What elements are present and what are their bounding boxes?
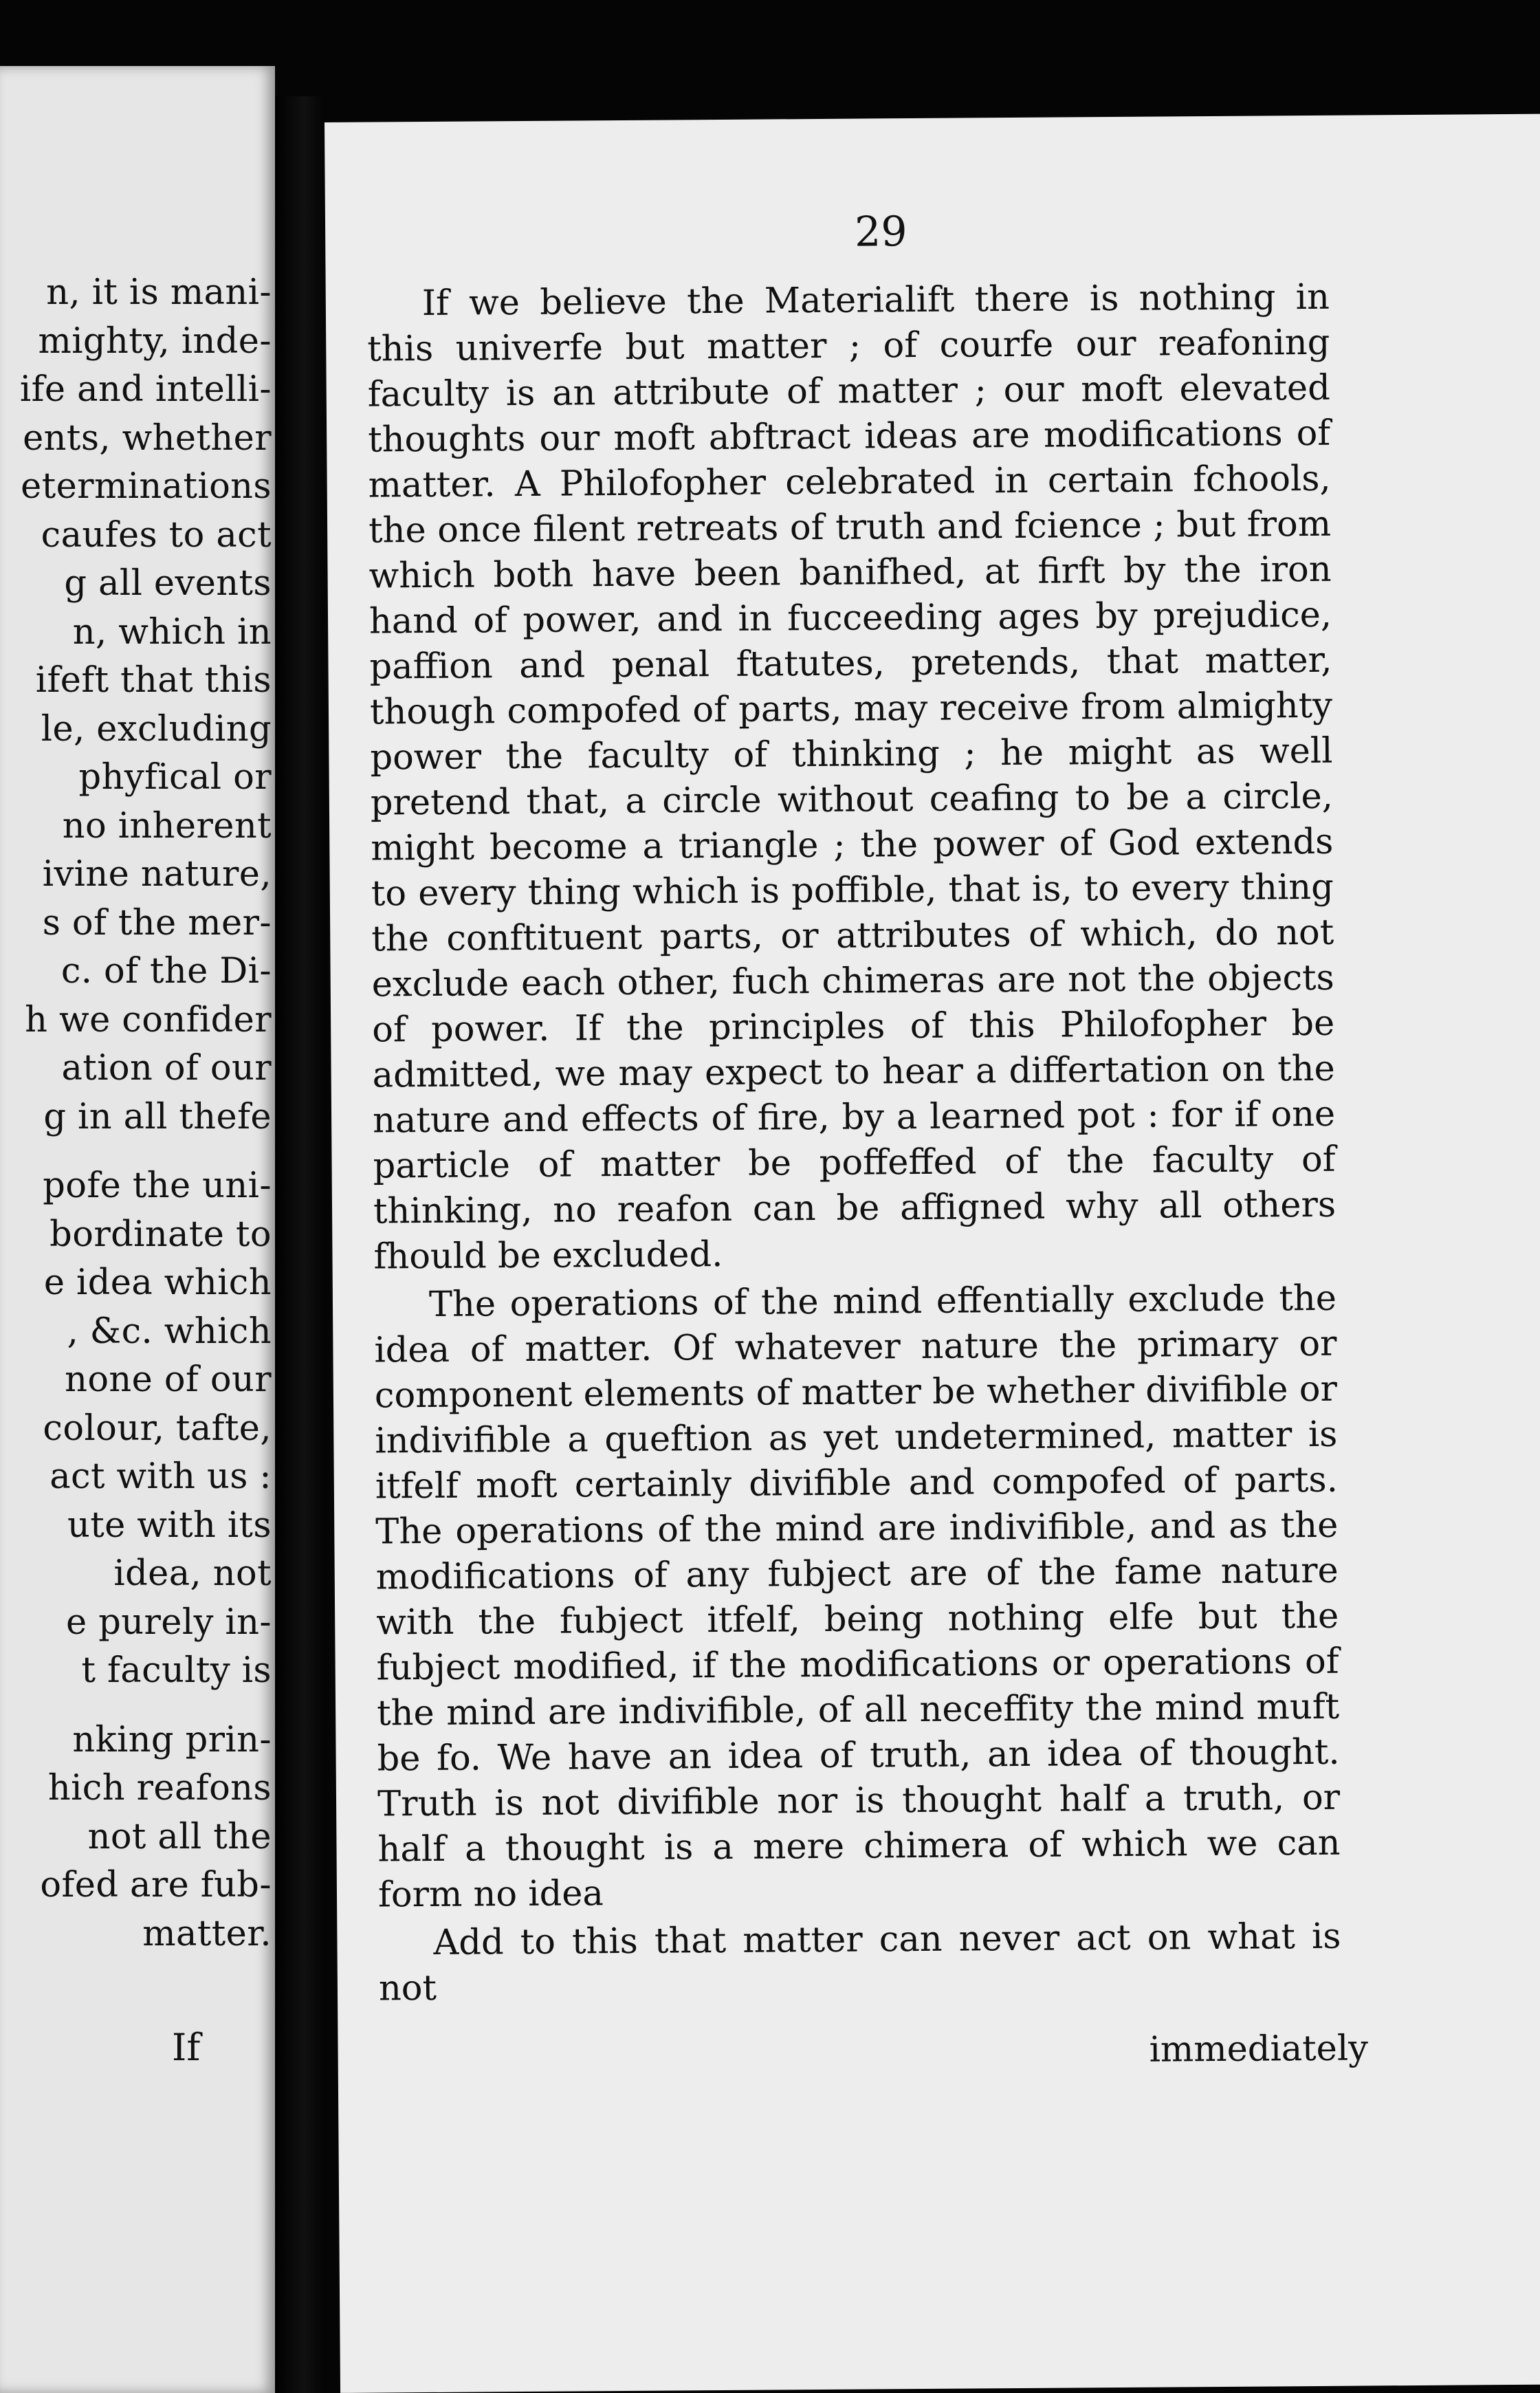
left-page-line: pofe the uni- bbox=[43, 1166, 272, 1206]
paragraph-materialist: If we believe the Materialift there is nothing in this univerfe but matter ; of courfe our reafoning faculty is an attribute of matter ; our moft elevated thoughts our moft abftract ideas are modifications of matter. A Philofopher celebrated in certain fchools, the once filent retreats of truth and fcience ; but from which both have been banifhed, at firft by the iron hand of power, and in fucceeding ages by prejudice, paffion and penal ftatutes, pretends, that matter, though compofed of parts, may receive from almighty power the faculty of thinking ; he might as well pretend that, a circle without ceafing to be a circle, might become a triangle ; the power of God extends to every thing which is poffible, that is, to every thing the conftituent parts, or attributes of which, do not exclude each other, fuch chimeras are not the objects of power. If the principles of this Philofopher be admitted, we may expect to hear a differtation on the nature and effects of fire, by a learned pot : for if one particle of matter be poffeffed of the faculty of thinking, no reafon can be affigned why all others fhould be excluded. bbox=[367, 276, 1336, 1278]
book-gutter bbox=[275, 96, 323, 2393]
left-page-line: hich reafons bbox=[47, 1768, 272, 1809]
page-body bbox=[367, 275, 1342, 2012]
left-page-line: no inherent bbox=[62, 805, 272, 846]
left-page-line: caufes to act bbox=[41, 514, 272, 556]
left-page-line: , &c. which bbox=[67, 1311, 272, 1352]
left-page-line: nking prin- bbox=[72, 1719, 272, 1760]
left-page-line: ation of our bbox=[61, 1048, 272, 1089]
left-page-fragment bbox=[0, 66, 275, 2393]
left-page-line: n, which in bbox=[72, 611, 272, 653]
left-page-line: ifeft that this bbox=[35, 660, 272, 701]
left-page-line: n, it is mani- bbox=[46, 272, 272, 313]
left-page-line: ife and intelli- bbox=[19, 369, 272, 410]
left-page-line: ivine nature, bbox=[42, 854, 272, 895]
left-page-line: h we confider bbox=[25, 999, 272, 1040]
left-page-blank-line bbox=[0, 1141, 272, 1162]
left-page-blank-line bbox=[0, 1696, 272, 1716]
left-page-line: not all the bbox=[87, 1816, 272, 1857]
left-page-line: mighty, inde- bbox=[38, 320, 272, 362]
paragraph-add-to-this: Add to this that matter can never act on what is not bbox=[378, 1916, 1341, 2009]
left-page-line: g in all thefe bbox=[43, 1096, 272, 1137]
left-page-line: le, excluding bbox=[41, 708, 272, 750]
left-page-text bbox=[0, 269, 272, 1958]
left-page-line: act with us : bbox=[50, 1456, 272, 1497]
left-page-line: ents, whether bbox=[23, 417, 272, 459]
left-page-line: g all events bbox=[64, 563, 272, 604]
left-page-line: colour, tafte, bbox=[43, 1408, 272, 1449]
left-page-line: bordinate to bbox=[50, 1214, 272, 1255]
left-page-line: s of the mer- bbox=[42, 902, 272, 943]
left-page-line: c. of the Di- bbox=[60, 951, 272, 992]
left-page-line: phyfical or bbox=[78, 757, 272, 798]
left-page-line: none of our bbox=[65, 1359, 272, 1400]
left-page-line: ofed are fub- bbox=[40, 1865, 272, 1905]
left-page-line: e purely in- bbox=[66, 1602, 272, 1643]
left-page-line: e idea which bbox=[43, 1263, 272, 1303]
paragraph-operations-of-mind: The operations of the mind effentially exclude the idea of matter. Of whatever nature the primary or component elements of matter be whether divifible or indivifible a queftion as yet undetermined, matter is itfelf moft certainly divifible and compofed of parts. The operations of the mind are indivifible, and as the modifications of any fubject are of the fame nature with the fubject itfelf, being nothing elfe but the fubject modified, if the modifications or operations of the mind are indivifible, of all neceffity the mind muft be fo. We have an idea of truth, an idea of thought. Truth is not divifible nor is thought half a truth, or half a thought is a mere chimera of which we can form no idea bbox=[374, 1278, 1341, 1916]
left-page-line: matter. bbox=[142, 1913, 272, 1954]
left-page-line: idea, not bbox=[113, 1553, 272, 1594]
left-page-line: eterminations bbox=[21, 466, 272, 507]
page-number: 29 bbox=[854, 208, 908, 256]
catchword: immediately bbox=[1149, 2028, 1369, 2070]
left-page-line: t faculty is bbox=[81, 1650, 272, 1691]
left-page-line: ute with its bbox=[67, 1505, 272, 1546]
left-page-catchword: If bbox=[172, 2026, 201, 2069]
right-page bbox=[324, 114, 1540, 2393]
